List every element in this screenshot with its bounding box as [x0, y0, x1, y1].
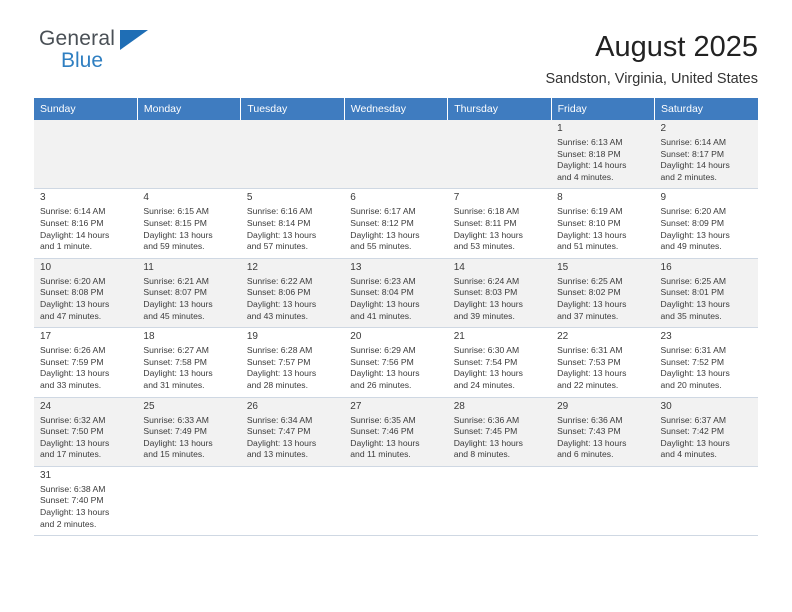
- day-info-line: Daylight: 13 hours: [557, 298, 627, 309]
- day-number: 6: [350, 192, 356, 204]
- day-info-line: Daylight: 13 hours: [453, 368, 523, 379]
- calendar-day-cell[interactable]: [551, 189, 654, 258]
- day-sun-info: [454, 276, 546, 322]
- day-info-line: and 22 minutes.: [557, 379, 619, 390]
- day-info-line: Sunset: 8:10 PM: [557, 217, 621, 228]
- day-info-line: and 20 minutes.: [660, 379, 722, 390]
- weekday-header-friday: Friday: [551, 98, 654, 120]
- day-info-line: Daylight: 14 hours: [40, 229, 110, 240]
- calendar-empty-cell: [551, 466, 654, 535]
- calendar-day-cell[interactable]: [34, 397, 137, 466]
- weekday-header-monday: Monday: [137, 98, 240, 120]
- calendar-day-cell[interactable]: [137, 189, 240, 258]
- day-info-line: Daylight: 13 hours: [660, 229, 730, 240]
- calendar-empty-cell: [655, 466, 758, 535]
- day-info-line: and 15 minutes.: [143, 449, 205, 460]
- day-info-line: Sunset: 7:53 PM: [557, 356, 621, 367]
- day-number: 29: [557, 400, 569, 412]
- calendar-empty-cell: [448, 120, 551, 189]
- day-info-line: Sunset: 8:01 PM: [660, 287, 725, 298]
- day-number: 9: [660, 192, 667, 204]
- day-info-line: Sunrise: 6:14 AM: [40, 206, 106, 217]
- day-info-line: Sunrise: 6:28 AM: [246, 345, 313, 356]
- day-info-line: and 57 minutes.: [246, 241, 308, 252]
- calendar-day-cell[interactable]: [551, 120, 654, 189]
- day-number: 18: [143, 331, 155, 343]
- day-info-line: Sunrise: 6:35 AM: [350, 414, 416, 425]
- calendar-day-cell[interactable]: [34, 328, 137, 397]
- day-number: 24: [40, 400, 52, 412]
- calendar-day-cell[interactable]: [655, 258, 758, 327]
- calendar-day-cell[interactable]: [344, 258, 447, 327]
- day-info-line: and 37 minutes.: [557, 310, 619, 321]
- day-sun-info: [557, 137, 649, 183]
- day-number: 27: [350, 400, 362, 412]
- location-subtitle: Sandston, Virginia, United States: [545, 71, 758, 87]
- day-info-line: Sunset: 7:49 PM: [143, 426, 207, 437]
- day-number: 17: [40, 331, 52, 343]
- day-info-line: Sunrise: 6:18 AM: [453, 206, 520, 217]
- day-sun-info: [143, 345, 235, 391]
- day-info-line: Sunset: 7:52 PM: [660, 356, 725, 367]
- day-number: 25: [143, 400, 155, 412]
- day-info-line: Sunrise: 6:25 AM: [660, 275, 726, 286]
- day-number: 21: [453, 331, 465, 343]
- day-info-line: and 31 minutes.: [143, 379, 205, 390]
- day-info-line: and 13 minutes.: [246, 449, 308, 460]
- day-info-line: and 8 minutes.: [453, 449, 511, 460]
- day-info-line: Sunrise: 6:20 AM: [40, 275, 106, 286]
- day-info-line: Sunset: 7:58 PM: [143, 356, 207, 367]
- calendar-empty-cell: [448, 466, 551, 535]
- day-number: 2: [660, 123, 667, 134]
- day-info-line: and 51 minutes.: [557, 241, 619, 252]
- day-number: 10: [40, 261, 52, 273]
- day-info-line: Sunrise: 6:20 AM: [660, 206, 726, 217]
- day-sun-info: [557, 276, 649, 322]
- calendar-day-cell[interactable]: [241, 328, 344, 397]
- day-number: 1: [557, 123, 563, 134]
- day-sun-info: [350, 415, 442, 461]
- calendar-body: [34, 120, 758, 536]
- day-number: 19: [246, 331, 258, 343]
- day-info-line: Daylight: 13 hours: [453, 229, 523, 240]
- day-number: 26: [246, 400, 258, 412]
- day-info-line: Sunset: 7:59 PM: [40, 356, 104, 367]
- day-info-line: and 4 minutes.: [660, 449, 717, 460]
- day-info-line: and 47 minutes.: [40, 310, 102, 321]
- calendar-week-row: [34, 258, 758, 327]
- calendar-day-cell[interactable]: [448, 328, 551, 397]
- calendar-day-cell[interactable]: [655, 120, 758, 189]
- day-info-line: Sunrise: 6:36 AM: [557, 414, 623, 425]
- day-info-line: Sunset: 7:47 PM: [246, 426, 311, 437]
- day-sun-info: [143, 415, 235, 461]
- day-number: 12: [246, 261, 258, 273]
- day-number: 20: [350, 331, 362, 343]
- day-info-line: Daylight: 13 hours: [246, 368, 317, 379]
- day-info-line: Sunrise: 6:30 AM: [453, 345, 520, 356]
- day-info-line: Daylight: 13 hours: [557, 229, 627, 240]
- day-sun-info: [661, 415, 753, 461]
- day-number: 7: [453, 192, 460, 204]
- day-info-line: and 28 minutes.: [246, 379, 308, 390]
- calendar-day-cell[interactable]: [34, 189, 137, 258]
- day-sun-info: [661, 345, 753, 391]
- calendar-day-cell[interactable]: [655, 189, 758, 258]
- day-sun-info: [40, 415, 132, 461]
- day-info-line: Sunrise: 6:38 AM: [40, 483, 106, 494]
- day-sun-info: [557, 345, 649, 391]
- day-info-line: Sunrise: 6:37 AM: [660, 414, 726, 425]
- day-sun-info: [454, 415, 546, 461]
- day-info-line: Sunset: 8:15 PM: [143, 217, 207, 228]
- calendar-day-cell[interactable]: [137, 397, 240, 466]
- logo-text-general: General: [39, 27, 116, 50]
- day-number: 31: [40, 469, 52, 481]
- day-number: 23: [660, 331, 672, 343]
- day-info-line: Daylight: 13 hours: [660, 368, 730, 379]
- day-sun-info: [247, 276, 339, 322]
- day-info-line: Daylight: 13 hours: [557, 437, 627, 448]
- day-info-line: Sunset: 8:16 PM: [40, 217, 104, 228]
- day-sun-info: [143, 276, 235, 322]
- day-info-line: Sunrise: 6:19 AM: [557, 206, 623, 217]
- day-sun-info: [454, 206, 546, 252]
- day-info-line: Sunset: 8:08 PM: [40, 287, 104, 298]
- day-sun-info: [350, 206, 442, 252]
- calendar-day-cell[interactable]: [655, 328, 758, 397]
- day-sun-info: [247, 345, 339, 391]
- calendar-day-cell[interactable]: [137, 258, 240, 327]
- day-sun-info: [40, 206, 132, 252]
- day-info-line: Sunset: 8:07 PM: [143, 287, 207, 298]
- calendar-day-cell[interactable]: [551, 397, 654, 466]
- calendar-week-row: [34, 328, 758, 397]
- day-info-line: Sunset: 8:14 PM: [246, 217, 311, 228]
- day-info-line: Sunset: 7:50 PM: [40, 426, 104, 437]
- calendar-day-cell[interactable]: [241, 189, 344, 258]
- day-info-line: Daylight: 13 hours: [350, 437, 420, 448]
- day-info-line: Daylight: 13 hours: [246, 298, 317, 309]
- day-info-line: Sunrise: 6:36 AM: [453, 414, 520, 425]
- day-info-line: and 39 minutes.: [453, 310, 515, 321]
- day-info-line: Daylight: 13 hours: [143, 368, 213, 379]
- day-info-line: Sunrise: 6:26 AM: [40, 345, 106, 356]
- sunrise-sunset-calendar: [34, 98, 758, 536]
- calendar-empty-cell: [137, 466, 240, 535]
- day-info-line: and 33 minutes.: [40, 379, 102, 390]
- day-number: 28: [453, 400, 465, 412]
- day-info-line: Daylight: 13 hours: [143, 229, 213, 240]
- calendar-day-cell[interactable]: [137, 328, 240, 397]
- page-title: August 2025: [595, 31, 758, 63]
- day-info-line: Daylight: 13 hours: [350, 229, 420, 240]
- day-info-line: Daylight: 13 hours: [453, 298, 523, 309]
- day-sun-info: [454, 345, 546, 391]
- calendar-day-cell[interactable]: [241, 397, 344, 466]
- calendar-empty-cell: [344, 466, 447, 535]
- day-info-line: and 4 minutes.: [557, 171, 614, 182]
- day-sun-info: [557, 206, 649, 252]
- day-sun-info: [40, 484, 132, 530]
- day-info-line: Sunrise: 6:13 AM: [557, 137, 623, 147]
- day-sun-info: [661, 206, 753, 252]
- day-info-line: and 11 minutes.: [350, 449, 411, 460]
- day-sun-info: [661, 276, 753, 322]
- day-info-line: Sunrise: 6:15 AM: [143, 206, 209, 217]
- calendar-day-cell[interactable]: [241, 258, 344, 327]
- day-info-line: Daylight: 13 hours: [660, 437, 730, 448]
- calendar-day-cell[interactable]: [344, 189, 447, 258]
- day-number: 13: [350, 261, 362, 273]
- day-info-line: and 43 minutes.: [246, 310, 308, 321]
- calendar-day-cell[interactable]: [344, 397, 447, 466]
- page-header: [34, 28, 758, 90]
- title-block: [545, 28, 758, 90]
- day-sun-info: [40, 276, 132, 322]
- day-info-line: Sunrise: 6:23 AM: [350, 275, 416, 286]
- general-blue-logo: [34, 28, 159, 78]
- day-sun-info: [40, 345, 132, 391]
- weekday-header-thursday: Thursday: [448, 98, 551, 120]
- day-info-line: Sunrise: 6:31 AM: [660, 345, 726, 356]
- day-info-line: Daylight: 13 hours: [453, 437, 523, 448]
- day-number: 30: [660, 400, 672, 412]
- day-info-line: Daylight: 13 hours: [660, 298, 730, 309]
- day-info-line: Sunset: 7:57 PM: [246, 356, 311, 367]
- day-info-line: and 55 minutes.: [350, 241, 412, 252]
- calendar-week-row: [34, 397, 758, 466]
- day-number: 5: [246, 192, 253, 204]
- calendar-week-row: [34, 466, 758, 535]
- day-info-line: Daylight: 14 hours: [660, 160, 730, 171]
- day-sun-info: [350, 345, 442, 391]
- day-info-line: Daylight: 13 hours: [246, 229, 317, 240]
- logo-text-blue: Blue: [61, 49, 104, 72]
- weekday-header-sunday: Sunday: [34, 98, 137, 120]
- day-info-line: and 24 minutes.: [453, 379, 515, 390]
- calendar-empty-cell: [34, 120, 137, 189]
- day-info-line: Daylight: 14 hours: [557, 160, 627, 171]
- weekday-header-wednesday: Wednesday: [344, 98, 447, 120]
- calendar-day-cell[interactable]: [448, 189, 551, 258]
- day-info-line: and 1 minute.: [40, 241, 93, 252]
- calendar-day-cell[interactable]: [34, 258, 137, 327]
- calendar-day-cell[interactable]: [448, 397, 551, 466]
- day-info-line: Sunrise: 6:34 AM: [246, 414, 313, 425]
- day-info-line: Sunrise: 6:32 AM: [40, 414, 106, 425]
- day-info-line: Sunrise: 6:14 AM: [660, 137, 726, 147]
- day-info-line: and 35 minutes.: [660, 310, 722, 321]
- day-info-line: Sunset: 7:40 PM: [40, 495, 104, 506]
- day-info-line: and 59 minutes.: [143, 241, 205, 252]
- day-info-line: and 2 minutes.: [660, 171, 717, 182]
- day-info-line: and 26 minutes.: [350, 379, 412, 390]
- day-info-line: Daylight: 13 hours: [246, 437, 317, 448]
- calendar-week-row: [34, 189, 758, 258]
- day-info-line: Sunrise: 6:22 AM: [246, 275, 313, 286]
- day-info-line: Sunrise: 6:31 AM: [557, 345, 623, 356]
- day-info-line: Daylight: 13 hours: [40, 507, 110, 518]
- day-info-line: and 2 minutes.: [40, 518, 97, 529]
- day-info-line: Daylight: 13 hours: [40, 368, 110, 379]
- calendar-empty-cell: [241, 466, 344, 535]
- day-info-line: Daylight: 13 hours: [40, 437, 110, 448]
- day-number: 11: [143, 261, 154, 273]
- day-info-line: and 41 minutes.: [350, 310, 412, 321]
- day-info-line: Sunset: 8:18 PM: [557, 148, 621, 159]
- day-info-line: Sunrise: 6:29 AM: [350, 345, 416, 356]
- calendar-day-cell[interactable]: [344, 328, 447, 397]
- calendar-day-cell[interactable]: [34, 466, 137, 535]
- day-info-line: Daylight: 13 hours: [557, 368, 627, 379]
- day-info-line: Sunset: 7:45 PM: [453, 426, 518, 437]
- calendar-empty-cell: [241, 120, 344, 189]
- day-sun-info: [247, 206, 339, 252]
- calendar-day-cell[interactable]: [551, 258, 654, 327]
- day-info-line: Sunset: 7:56 PM: [350, 356, 414, 367]
- day-info-line: Sunset: 8:03 PM: [453, 287, 518, 298]
- day-info-line: Sunset: 7:46 PM: [350, 426, 414, 437]
- day-info-line: Sunset: 8:12 PM: [350, 217, 414, 228]
- day-number: 16: [660, 261, 672, 273]
- calendar-day-cell[interactable]: [655, 397, 758, 466]
- day-info-line: and 17 minutes.: [40, 449, 102, 460]
- weekday-header-saturday: Saturday: [655, 98, 758, 120]
- day-info-line: Sunset: 7:43 PM: [557, 426, 621, 437]
- calendar-empty-cell: [344, 120, 447, 189]
- day-info-line: Daylight: 13 hours: [143, 298, 213, 309]
- calendar-day-cell[interactable]: [448, 258, 551, 327]
- day-info-line: and 49 minutes.: [660, 241, 722, 252]
- day-number: 22: [557, 331, 569, 343]
- day-number: 15: [557, 261, 569, 273]
- day-info-line: Daylight: 13 hours: [350, 298, 420, 309]
- day-sun-info: [557, 415, 649, 461]
- day-info-line: Sunset: 8:11 PM: [453, 217, 517, 228]
- day-number: 3: [40, 192, 46, 204]
- day-info-line: Sunrise: 6:21 AM: [143, 275, 209, 286]
- day-info-line: Sunrise: 6:24 AM: [453, 275, 520, 286]
- day-info-line: Daylight: 13 hours: [350, 368, 420, 379]
- day-info-line: Daylight: 13 hours: [143, 437, 213, 448]
- calendar-week-row: [34, 120, 758, 189]
- day-info-line: and 6 minutes.: [557, 449, 614, 460]
- day-info-line: Sunset: 8:04 PM: [350, 287, 414, 298]
- calendar-day-cell[interactable]: [551, 328, 654, 397]
- day-info-line: Sunset: 7:54 PM: [453, 356, 518, 367]
- day-info-line: Sunset: 8:02 PM: [557, 287, 621, 298]
- day-info-line: Sunrise: 6:27 AM: [143, 345, 209, 356]
- calendar-empty-cell: [137, 120, 240, 189]
- weekday-header-tuesday: Tuesday: [241, 98, 344, 120]
- day-sun-info: [247, 415, 339, 461]
- day-info-line: Sunrise: 6:17 AM: [350, 206, 416, 217]
- day-sun-info: [350, 276, 442, 322]
- day-info-line: Sunset: 8:06 PM: [246, 287, 311, 298]
- weekday-header-row: [34, 98, 758, 120]
- day-number: 8: [557, 192, 563, 204]
- day-info-line: and 45 minutes.: [143, 310, 205, 321]
- day-info-line: Sunset: 8:17 PM: [660, 148, 725, 159]
- day-info-line: Sunrise: 6:16 AM: [246, 206, 313, 217]
- day-number: 4: [143, 192, 149, 204]
- day-info-line: Sunrise: 6:25 AM: [557, 275, 623, 286]
- day-info-line: Daylight: 13 hours: [40, 298, 110, 309]
- day-info-line: Sunset: 8:09 PM: [660, 217, 725, 228]
- logo-triangle-icon: [120, 30, 148, 50]
- day-info-line: Sunrise: 6:33 AM: [143, 414, 209, 425]
- day-info-line: and 53 minutes.: [453, 241, 515, 252]
- day-sun-info: [661, 137, 753, 183]
- day-sun-info: [143, 206, 235, 252]
- day-info-line: Sunset: 7:42 PM: [660, 426, 725, 437]
- day-number: 14: [453, 261, 465, 273]
